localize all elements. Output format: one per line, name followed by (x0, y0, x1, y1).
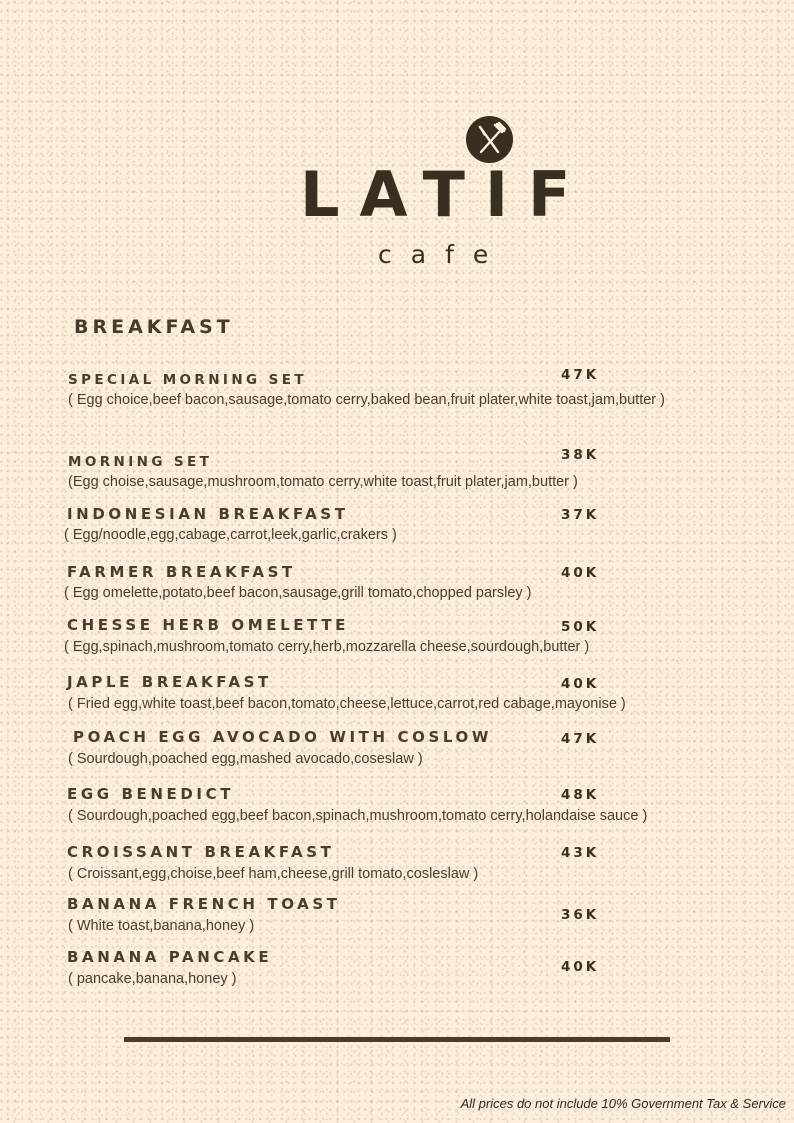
tax-footnote: All prices do not include 10% Government Tax & Service (460, 1096, 786, 1111)
divider-line (124, 1037, 670, 1042)
menu-item-desc: ( Egg/noodle,egg,cabage,carrot,leek,garlic,crakers ) (64, 527, 397, 543)
menu-item-price: 47K (561, 731, 600, 747)
section-title: BREAKFAST (74, 316, 234, 338)
menu-item-price: 47K (561, 367, 600, 383)
menu-item-price: 50K (561, 619, 600, 635)
menu-item-price: 43K (561, 845, 600, 861)
menu-item-name: INDONESIAN BREAKFAST (67, 505, 349, 523)
menu-item-name: CROISSANT BREAKFAST (67, 843, 335, 861)
menu-item-desc: ( Sourdough,poached egg,mashed avocado,coseslaw ) (68, 751, 423, 767)
menu-item-name: BANANA PANCAKE (67, 948, 273, 966)
menu-item-desc: ( Sourdough,poached egg,beef bacon,spinach,mushroom,tomato cerry,holandaise sauce ) (68, 808, 648, 824)
menu-item-desc: ( pancake,banana,honey ) (68, 971, 237, 987)
menu-item-price: 36K (561, 907, 600, 923)
menu-item-price: 38K (561, 447, 600, 463)
menu-item-price: 48K (561, 787, 600, 803)
menu-item-desc: ( White toast,banana,honey ) (68, 918, 255, 934)
menu-item-desc: ( Croissant,egg,choise,beef ham,cheese,grill tomato,cosleslaw ) (68, 866, 479, 882)
menu-item-name: FARMER BREAKFAST (67, 563, 296, 581)
menu-item-desc: ( Egg choice,beef bacon,sausage,tomato cerry,baked bean,fruit plater,white toast,jam,butter ) (68, 392, 665, 408)
menu-item-desc: (Egg choise,sausage,mushroom,tomato cerry,white toast,fruit plater,jam,butter ) (68, 474, 578, 490)
menu-item-desc: ( Egg,spinach,mushroom,tomato cerry,herb,mozzarella cheese,sourdough,butter ) (64, 639, 590, 655)
menu-item-price: 40K (561, 676, 600, 692)
menu-item-name: POACH EGG AVOCADO WITH COSLOW (73, 728, 492, 746)
menu-item-desc: ( Egg omelette,potato,beef bacon,sausage,grill tomato,chopped parsley ) (64, 585, 532, 601)
menu-item-name: SPECIAL MORNING SET (68, 372, 307, 388)
brand-name: LATIF (300, 158, 591, 231)
menu-item-price: 40K (561, 959, 600, 975)
menu-item-name: JAPLE BREAKFAST (67, 673, 272, 691)
menu-item-desc: ( Fried egg,white toast,beef bacon,tomato,cheese,lettuce,carrot,red cabage,mayonise ) (68, 696, 626, 712)
menu-item-price: 37K (561, 507, 600, 523)
menu-item-price: 40K (561, 565, 600, 581)
knife-fork-icon (466, 116, 513, 163)
brand-subtitle: cafe (378, 240, 508, 269)
menu-item-name: CHESSE HERB OMELETTE (67, 616, 349, 634)
menu-item-name: EGG BENEDICT (67, 785, 235, 803)
menu-item-name: BANANA FRENCH TOAST (67, 895, 341, 913)
menu-item-name: MORNING SET (68, 454, 213, 470)
